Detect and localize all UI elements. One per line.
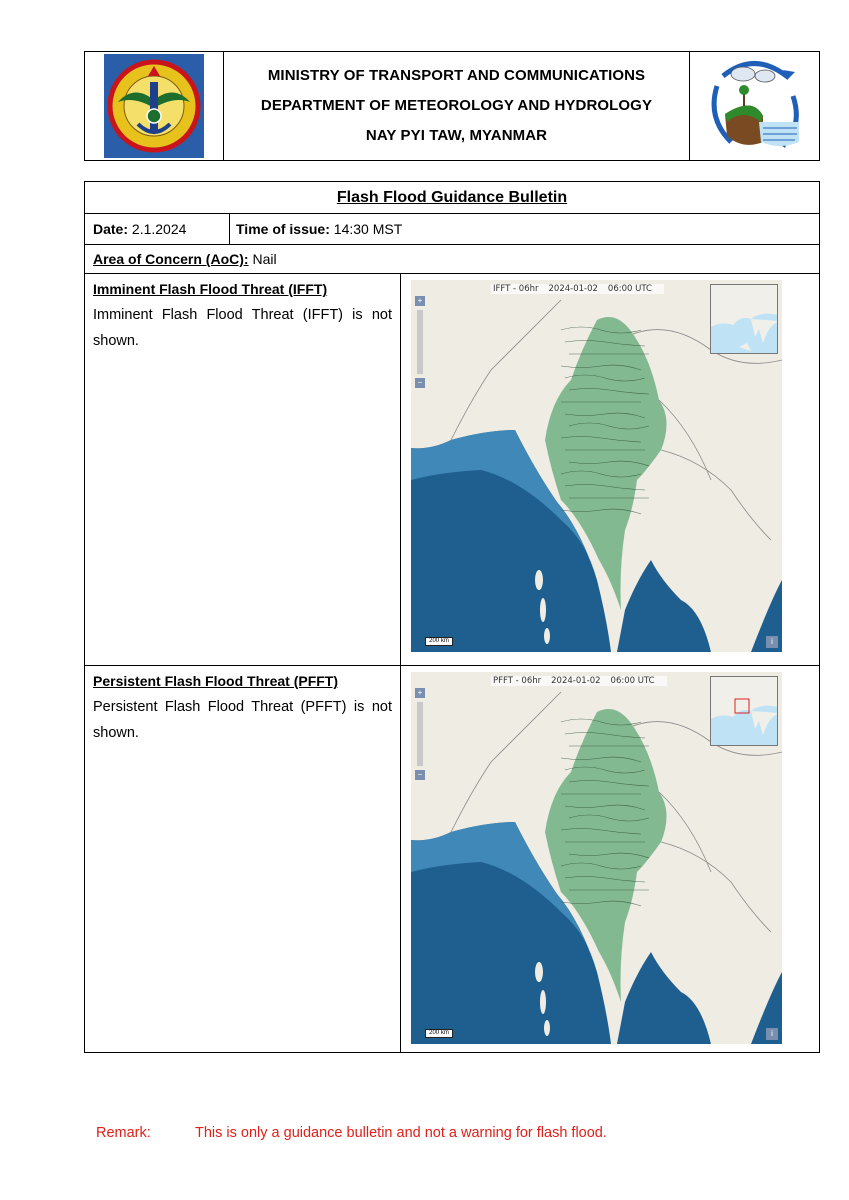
ifft-map-cell [401,274,819,665]
zoom-slider[interactable] [417,310,423,374]
map-scale-bar: 200 km [425,637,453,646]
remark-text: This is only a guidance bulletin and not a warning for flash flood. [195,1125,607,1141]
bulletin-title-row [85,182,819,214]
ministry-emblem-icon [104,54,204,158]
aoc-label: Area of Concern (AoC): [93,251,249,267]
area-of-concern-row [85,245,819,274]
date-time-row [85,214,819,245]
pfft-map-caption [491,676,667,686]
zoom-out-icon[interactable]: − [415,378,425,388]
department-name: DEPARTMENT OF METEOROLOGY AND HYDROLOGY [260,97,653,114]
map-date: 2024-01-02 [548,284,598,294]
pfft-section [85,666,819,1052]
date-value: 2.1.2024 [131,221,187,237]
time-cell [230,214,819,244]
ifft-map-caption [491,284,664,294]
zoom-out-icon[interactable]: − [415,770,425,780]
pfft-text [85,666,401,1052]
map-product: PFFT - 06hr [493,676,542,686]
overview-map-icon[interactable] [710,676,778,746]
date-label: Date: [93,221,129,237]
aoc-value: Nail [252,251,277,267]
info-icon[interactable]: i [766,636,778,648]
ifft-description: Imminent Flash Flood Threat (IFFT) is not shown. [93,307,392,349]
pfft-map[interactable] [411,672,782,1044]
ifft-map[interactable] [411,280,782,652]
map-time: 06:00 UTC [607,284,652,294]
hydrological-cycle-icon [703,56,807,156]
location-name: NAY PYI TAW, MYANMAR [365,127,548,144]
remark-label: Remark: [96,1125,151,1141]
department-logo-cell [689,52,819,160]
letterhead [84,51,820,161]
time-label: Time of issue: [236,221,330,237]
pfft-heading: Persistent Flash Flood Threat (PFFT) [93,673,339,689]
zoom-slider[interactable] [417,702,423,766]
ifft-heading: Imminent Flash Flood Threat (IFFT) [93,281,328,297]
map-product: IFFT - 06hr [493,284,539,294]
overview-map-icon[interactable] [710,284,778,354]
ministry-logo-cell [85,52,224,160]
ifft-text [85,274,401,665]
bulletin-title: Flash Flood Guidance Bulletin [336,188,568,206]
map-date: 2024-01-02 [551,676,601,686]
letterhead-titles [224,52,689,160]
map-time: 06:00 UTC [610,676,655,686]
ifft-section [85,274,819,666]
date-cell [85,214,230,244]
time-value: 14:30 MST [333,221,403,237]
ministry-name: MINISTRY OF TRANSPORT AND COMMUNICATIONS [267,67,646,84]
map-scale-bar: 200 km [425,1029,453,1038]
remark [96,1125,607,1141]
info-icon[interactable]: i [766,1028,778,1040]
pfft-description: Persistent Flash Flood Threat (PFFT) is not shown. [93,699,392,741]
pfft-map-cell [401,666,819,1052]
zoom-in-icon[interactable]: + [415,296,425,306]
zoom-in-icon[interactable]: + [415,688,425,698]
bulletin-table [84,181,820,1053]
